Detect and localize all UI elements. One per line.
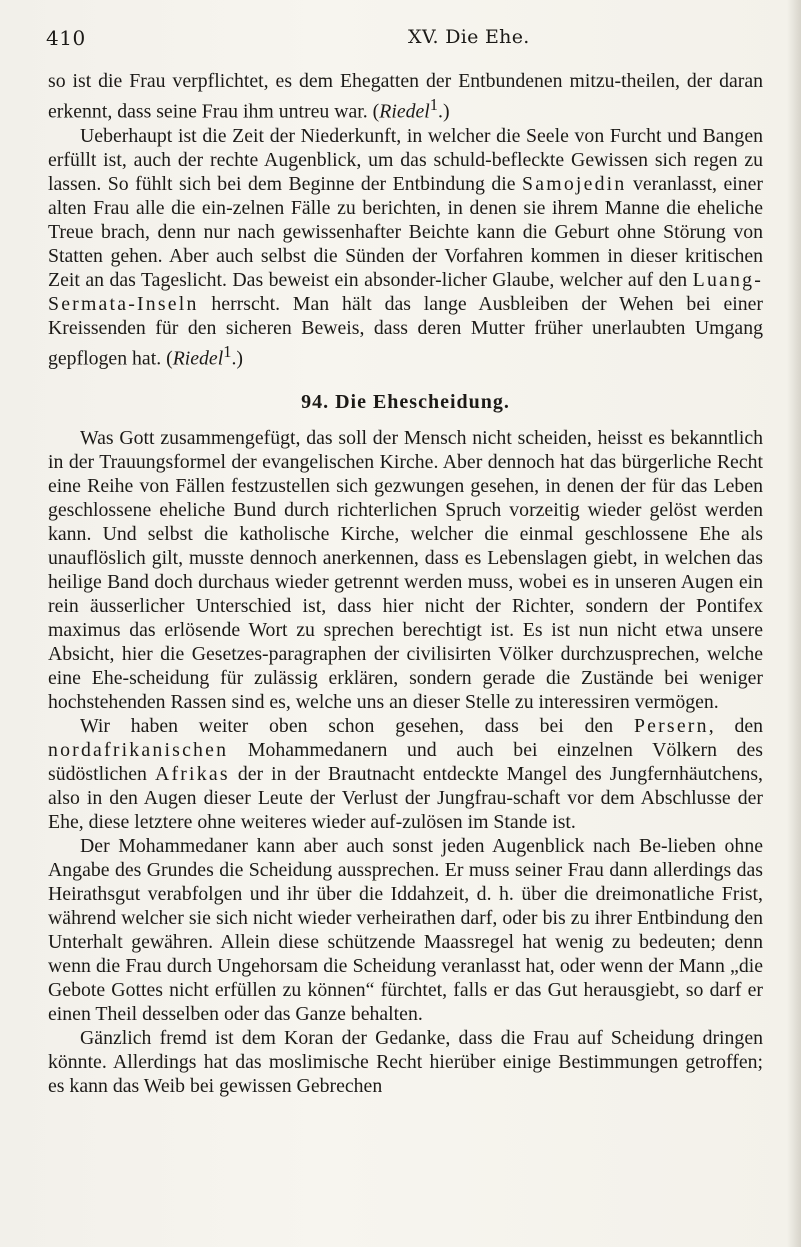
citation: Riedel: [379, 100, 430, 123]
paragraph-3: Was Gott zusammengefügt, das soll der Mensch nicht scheiden, heisst es bekanntlich in der Trauungsformel der evangelischen Kirche. Aber dennoch hat das bürgerliche Recht eine Reihe von Fällen festzustellen sich gezwungen gesehen, in denen der für das Leben geschlossene eheliche Bund durch richterlichen Spruch vorzeitig wieder gelöst werden kann. Und selbst die katholische Kirche, welcher die einmal geschlossene Ehe als unauflöslich gilt, musste dennoch anerkennen, dass es Lebenslagen giebt, in welchen das heilige Band doch durchaus wieder getrennt werden muss, wobei es in unseren Augen ein rein äusserlicher Unterschied ist, dass hier nicht der Richter, sondern der Pontifex maximus das erlösende Wort zu sprechen berechtigt ist. Es ist nun nicht etwa unsere Absicht, hier die Gesetzes-paragraphen der civilisirten Völker durchzusprechen, welche eine Ehe-scheidung für zulässig erklären, sondern gerade die Zustände bei weniger hochstehenden Rassen sind es, welche uns an dieser Stelle zu interessiren vermögen.: [48, 427, 763, 714]
paragraph-2: [48, 124, 763, 371]
paragraph-6: Gänzlich fremd ist dem Koran der Gedanke, dass die Frau auf Scheidung dringen könnte. Allerdings hat das moslimische Recht hierüber einige Bestimmungen getroffen; es kann das Weib bei gewissen Gebrechen: [48, 1027, 763, 1098]
paragraph-4-text-d: der in der Brautnacht entdeckte Mangel des Jungfernhäutchens, also in den Augen dieser Leute der Verlust der Jungfrau-schaft vor dem Abschlusse der Ehe, diese letztere ohne weiteres wieder auf-zulösen im Stande ist.: [48, 763, 763, 834]
paragraph-2-text-b: veranlasst, einer alten Frau alle die ein-zelnen Fälle zu berichten, in denen sie ihrem Manne die eheliche Treue brach, denn nur nach gewissenhafter Beichte kann die Geburt ohne Störung von Statten gehen. Aber auch selbst die Sünden der Vorfahren kommen in dieser kritischen Zeit an das Tageslicht. Das beweist ein absonder-licher Glaube, welcher auf den: [48, 172, 763, 291]
citation-superscript: 1: [223, 341, 232, 361]
page-number: 410: [46, 26, 86, 50]
paragraph-5: Der Mohammedaner kann aber auch sonst jeden Augenblick nach Be-lieben ohne Angabe des Grundes die Scheidung aussprechen. Er muss seiner Frau dann allerdings das Heirathsgut verabfolgen und ihr über die Iddahzeit, d. h. über die dreimonatliche Frist, während welcher sie sich nicht wieder verheirathen darf, oder bis zu ihrer Entbindung den Unterhalt gewähren. Allein diese schützende Maassregel hat wenig zu bedeuten; denn wenn die Frau durch Ungehorsam die Scheidung veranlasst hat, oder wenn der Mann „die Gebote Gottes nicht erfüllen zu können“ fürchtet, falls er das Gut herausgiebt, so darf er einen Theil desselben oder das Ganze behalten.: [48, 835, 763, 1026]
emphasis-samojedin: Samojedin: [522, 172, 627, 195]
citation-superscript: 1: [429, 95, 439, 114]
paragraph-1-text: so ist die Frau verpflichtet, es dem Ehegatten der Entbundenen mitzu-theilen, der daran erkennt, dass seine Frau ihm untreu war. (: [48, 70, 763, 123]
paragraph-4-text-c: Mohammedanern und auch bei einzelnen Völkern des südöstlichen: [48, 739, 763, 786]
running-head: XV. Die Ehe.: [408, 26, 530, 48]
emphasis-nordafrikanischen: nordafrikanischen: [48, 739, 229, 762]
paragraph-4: [48, 714, 763, 834]
paragraph-4-text-a: Wir haben weiter oben schon gesehen, dass bei den: [80, 715, 634, 738]
paragraph-1: [48, 69, 763, 124]
paragraph-2-text-a: Ueberhaupt ist die Zeit der Niederkunft, in welcher die Seele von Furcht und Bangen erfüllt ist, auch der rechte Augenblick, um das schuld-befleckte Gewissen sich regen zu lassen. So fühlt sich bei dem Beginne der Entbindung die: [48, 124, 763, 195]
citation: Riedel: [172, 347, 224, 370]
section-heading: 94. Die Ehescheidung.: [301, 391, 510, 414]
page-header: [38, 24, 768, 56]
paragraph-1-text-end: .): [438, 100, 450, 123]
emphasis-persern: Persern: [633, 715, 709, 738]
emphasis-luang-sermata: Luang-Sermata-Inseln: [48, 268, 763, 315]
page-edge-shadow: [787, 0, 801, 1247]
paragraph-4-text-b: , den: [708, 715, 764, 738]
paragraph-2-text-c: herrscht. Man hält das lange Ausbleiben der Wehen bei einer Kreissenden für den sicheren Beweis, dass deren Mutter früher unerlaubten Umgang gepflogen hat. (: [48, 292, 763, 370]
paragraph-2-text-end: .): [231, 347, 244, 370]
page-body: [48, 69, 763, 1098]
emphasis-afrikas: Afrikas: [155, 763, 230, 786]
